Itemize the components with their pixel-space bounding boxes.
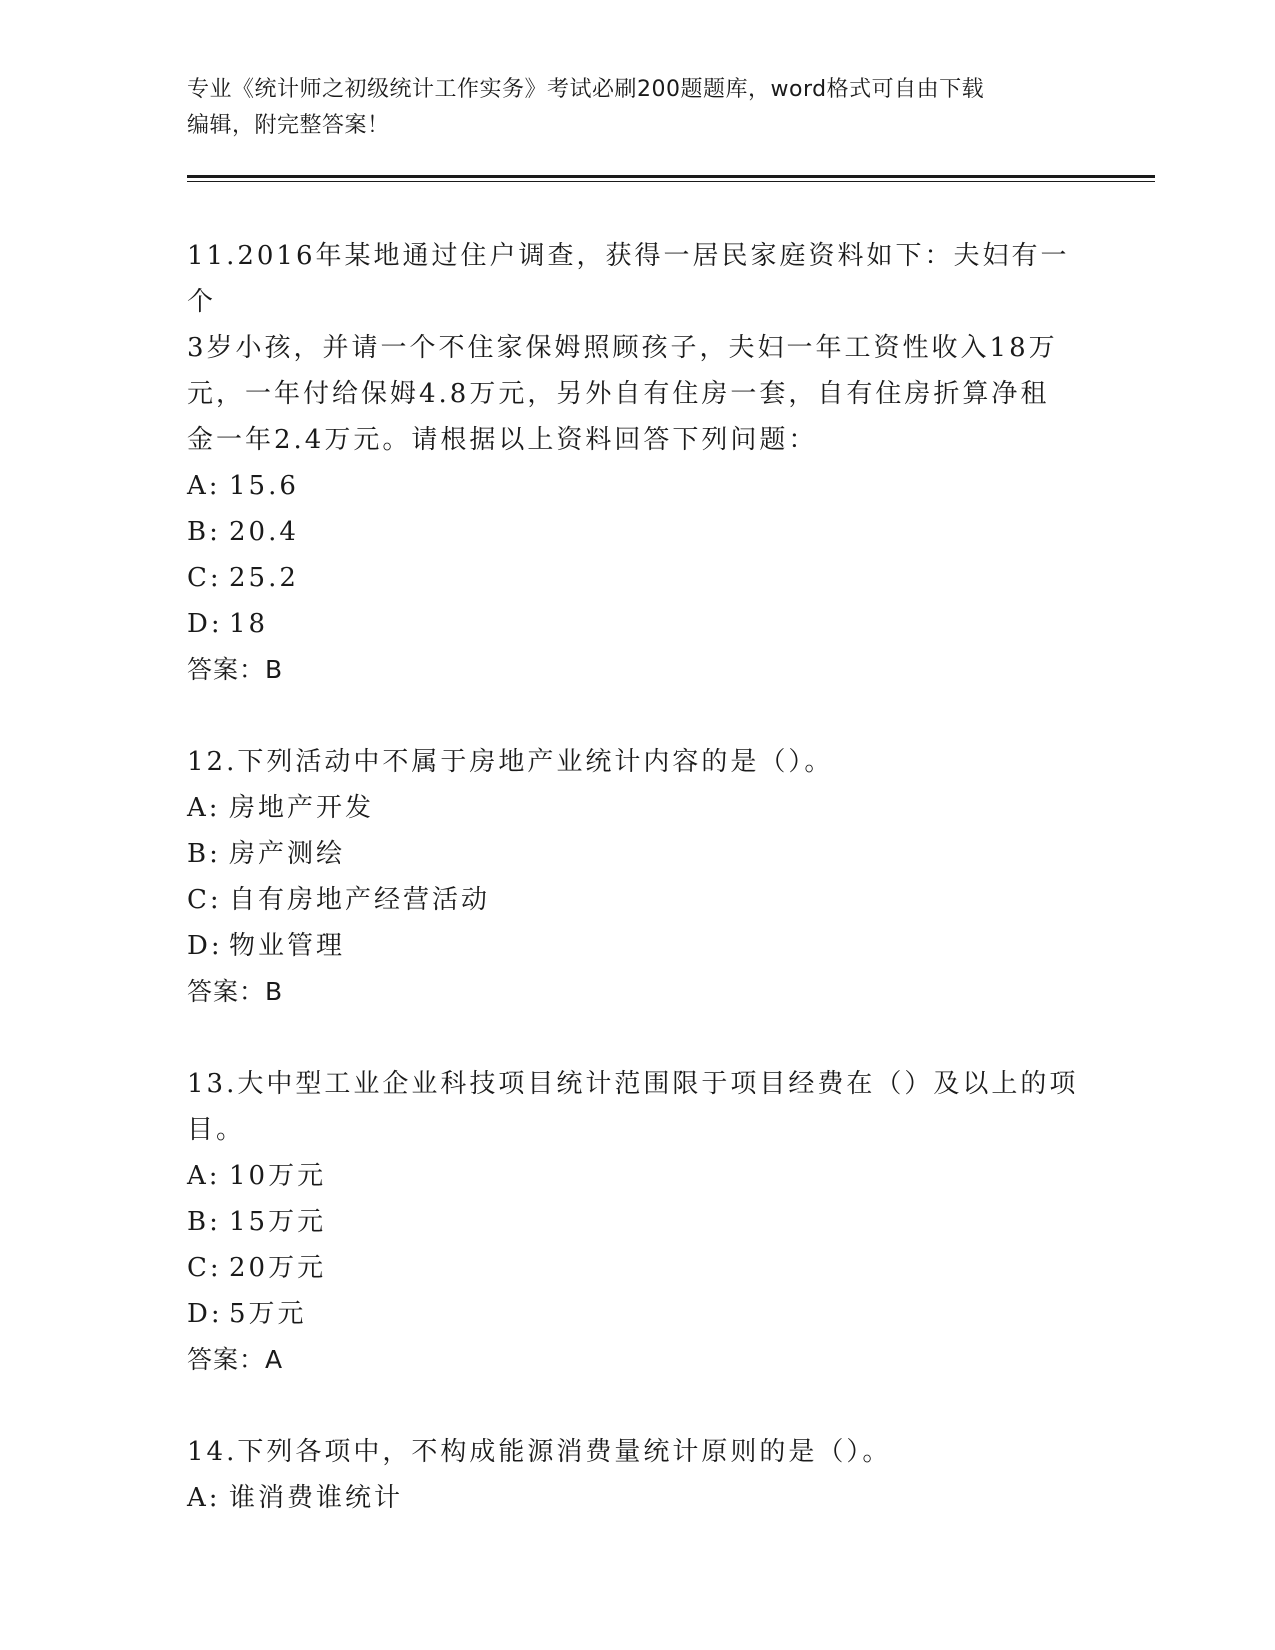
header-line-1: 专业《统计师之初级统计工作实务》考试必刷200题题库，word格式可自由下载 <box>187 77 985 102</box>
option-label: D: <box>187 1299 223 1329</box>
option-text: 谁消费谁统计 <box>229 1483 404 1513</box>
option-label: C: <box>187 563 222 593</box>
option-b <box>187 509 1087 555</box>
question-text-line: 金一年2.4万元。请根据以上资料回答下列问题： <box>187 425 818 455</box>
option-label: B: <box>187 517 221 547</box>
option-c <box>187 877 1087 923</box>
option-a <box>187 1153 1087 1199</box>
option-b <box>187 1199 1087 1245</box>
header-divider-thin <box>187 181 1155 182</box>
option-text: 25.2 <box>229 563 299 593</box>
option-text: 18 <box>229 609 269 639</box>
question-text-line: 12.下列活动中不属于房地产业统计内容的是（）。 <box>187 747 834 777</box>
option-text: 15.6 <box>229 471 299 501</box>
option-text: 自有房地产经营活动 <box>229 885 491 915</box>
question-text-line: 目。 <box>187 1115 246 1145</box>
answer: 答案：B <box>187 977 284 1006</box>
answer: 答案：B <box>187 655 284 684</box>
header-line-2: 编辑，附完整答案！ <box>187 113 390 138</box>
answer: 答案：A <box>187 1345 284 1374</box>
option-label: D: <box>187 931 223 961</box>
header-divider-thick <box>187 175 1155 178</box>
option-d <box>187 601 1087 647</box>
option-a <box>187 785 1087 831</box>
question-11 <box>187 233 1087 693</box>
option-text: 15万元 <box>229 1207 327 1237</box>
option-label: A: <box>187 471 221 501</box>
option-label: B: <box>187 1207 221 1237</box>
option-label: B: <box>187 839 221 869</box>
option-text: 房地产开发 <box>229 793 375 823</box>
option-a <box>187 463 1087 509</box>
option-c <box>187 555 1087 601</box>
question-14 <box>187 1429 1087 1521</box>
option-label: C: <box>187 885 222 915</box>
option-label: D: <box>187 609 223 639</box>
question-text-line: 14.下列各项中，不构成能源消费量统计原则的是（）。 <box>187 1437 892 1467</box>
option-label: A: <box>187 1483 221 1513</box>
option-b <box>187 831 1087 877</box>
document-header <box>187 72 1087 144</box>
option-c <box>187 1245 1087 1291</box>
question-12 <box>187 739 1087 1015</box>
option-text: 20万元 <box>229 1253 327 1283</box>
option-label: C: <box>187 1253 222 1283</box>
option-label: A: <box>187 793 221 823</box>
option-text: 5万元 <box>229 1299 307 1329</box>
question-list <box>187 233 1087 1567</box>
option-text: 物业管理 <box>229 931 346 961</box>
option-a <box>187 1475 1087 1521</box>
question-text-line: 11.2016年某地通过住户调查，获得一居民家庭资料如下：夫妇有一个 <box>187 241 1070 317</box>
question-text-line: 13.大中型工业企业科技项目统计范围限于项目经费在（）及以上的项 <box>187 1069 1079 1099</box>
option-text: 20.4 <box>229 517 299 547</box>
question-text-line: 3岁小孩，并请一个不住家保姆照顾孩子，夫妇一年工资性收入18万 <box>187 333 1058 363</box>
option-text: 房产测绘 <box>229 839 346 869</box>
question-13 <box>187 1061 1087 1383</box>
option-d <box>187 1291 1087 1337</box>
option-label: A: <box>187 1161 221 1191</box>
option-text: 10万元 <box>229 1161 327 1191</box>
question-text-line: 元，一年付给保姆4.8万元，另外自有住房一套，自有住房折算净租 <box>187 379 1050 409</box>
option-d <box>187 923 1087 969</box>
